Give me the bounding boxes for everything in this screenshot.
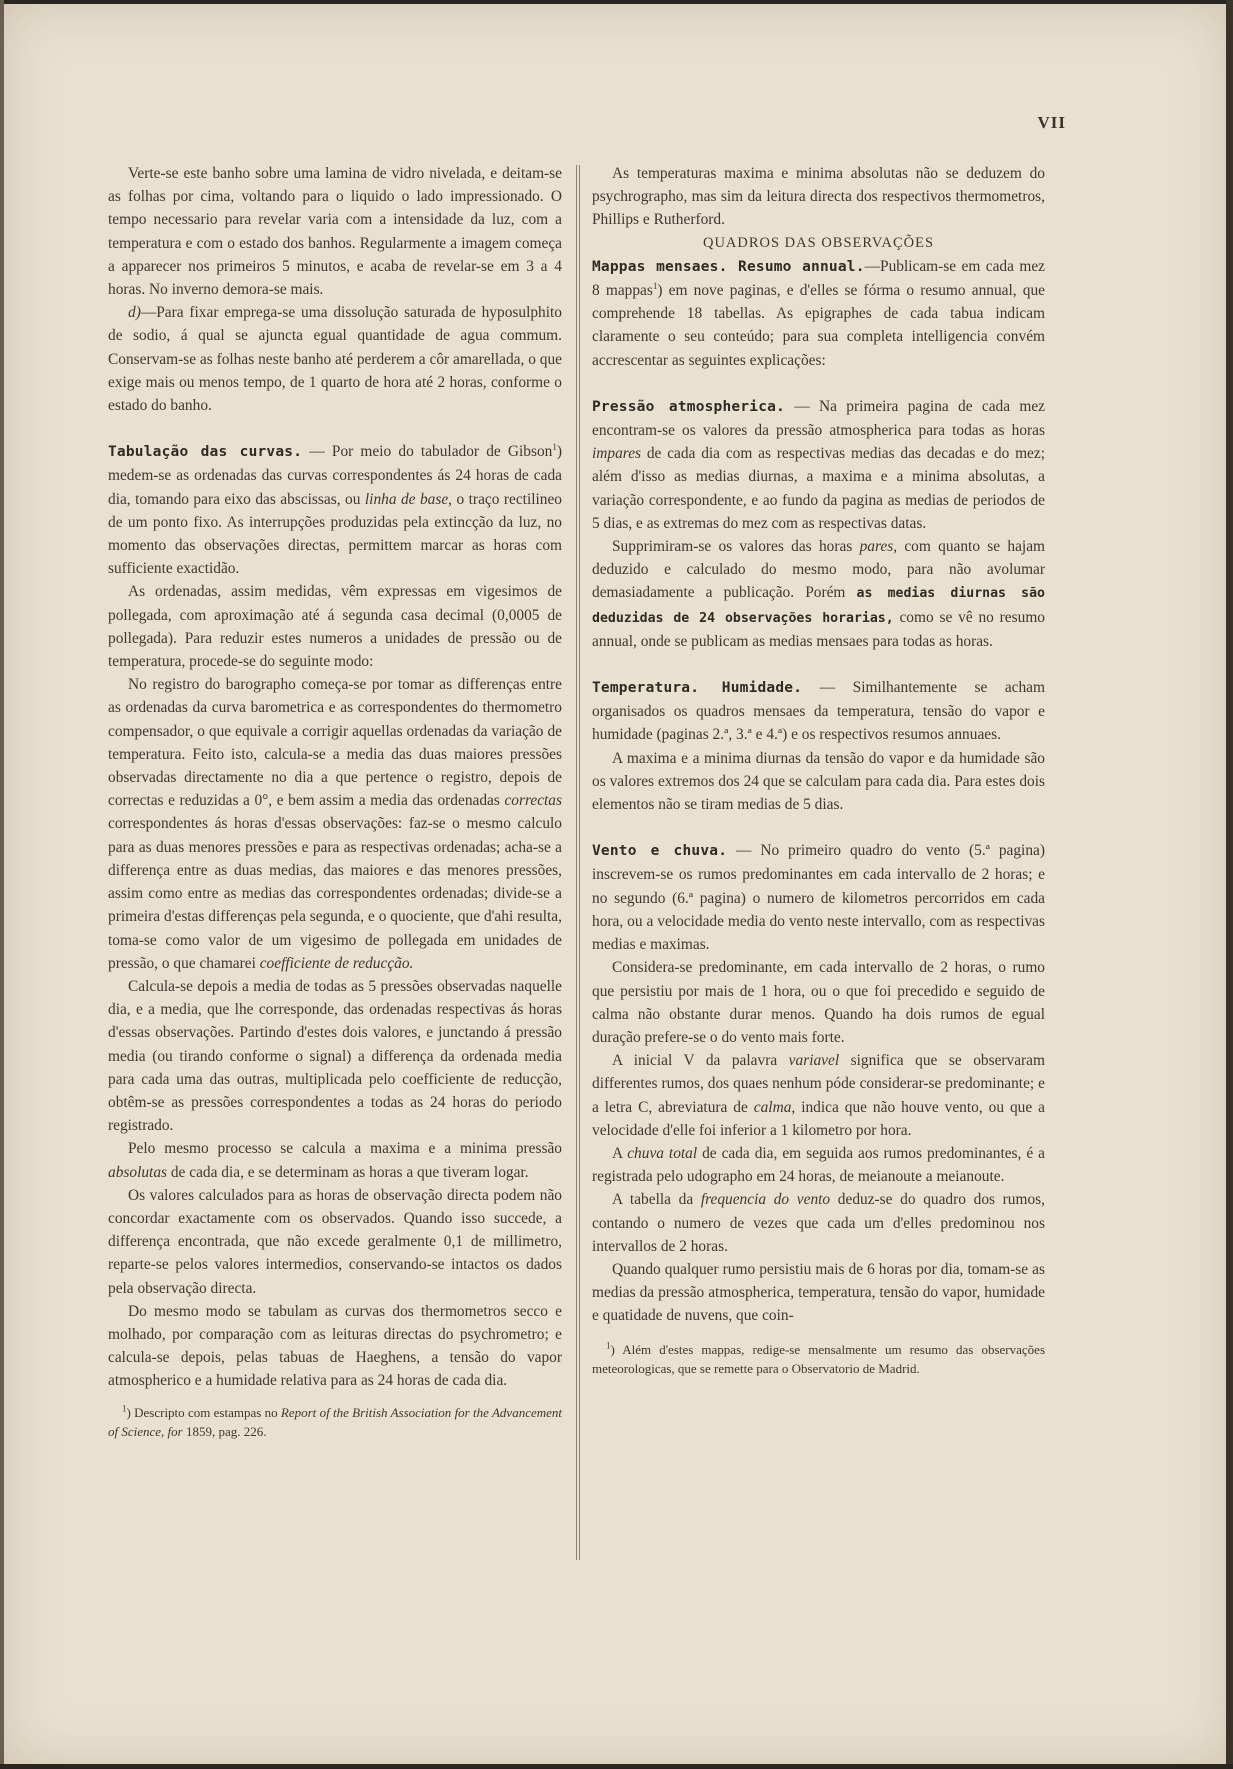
left-column [108, 162, 562, 1441]
column-rule [576, 165, 577, 1560]
footnote: $^1$) Descripto com estampas no Report of the British Association for the Advancement of Science, for 1859, pag. 226. [108, 1403, 562, 1439]
paragraph: A tabella da frequencia do vento deduz-se do quadro dos rumos, contando o numero de vezes que cada um d'elles predominou nos intervallos de 2 horas. [592, 1191, 1045, 1255]
footnote: $^1$) Além d'estes mappas, redige-se mensalmente um resumo das observações meteorologicas, que se remette para o Observatorio de Madrid. [592, 1340, 1045, 1376]
column-rule [579, 165, 580, 1560]
paragraph: As ordenadas, assim medidas, vêm expressas em vigesimos de pollegada, com aproximação até á segunda casa decimal (0,0005 de pollegada). Para reduzir estes numeros a unidades de pressão ou de temperatura, procede-se do seguinte modo: [108, 583, 562, 671]
scan-edge-right [1226, 0, 1233, 1769]
item-label: d) [128, 304, 141, 322]
paragraph: Do mesmo modo se tabulam as curvas dos thermometros secco e molhado, por comparação com as leituras directas do psychrometro; e calcula-se depois, pelas tabuas de Haeghens, a tensão do vapor atmospherico e a humidade relativa para as 24 horas de cada dia. [108, 1302, 562, 1390]
section-heading: Pressão atmospherica. [592, 398, 785, 415]
paragraph: A chuva total de cada dia, em seguida aos rumos predominantes, é a registrada pelo udographo em 24 horas, de meianoute a meianoute. [592, 1144, 1045, 1186]
paragraph: A maxima e a minima diurnas da tensão do vapor e da humidade são os valores extremos dos 24 que se calculam para cada dia. Para estes dois elementos não se tiram medias de 5 dias. [592, 749, 1045, 814]
paragraph: Calcula-se depois a media de todas as 5 pressões observadas naquelle dia, e a media, que lhe corresponde, das ordenadas respectivas ás horas d'essas observações. Partindo d'estes dois valores, e junctando á pressão media (ou tirando conforme o signal) a differença da ordenada media para cada uma das outras, multiplicada pelo coefficiente de reducção, obtêm-se as pressões correspondentes a todas as 24 horas do periodo registrado. [108, 977, 562, 1135]
scan-edge-top [0, 0, 1233, 4]
footnote-ref: 1 [652, 280, 658, 291]
paragraph: A inicial V da palavra variavel significa que se observaram differentes rumos, dos quaes nenhum póde considerar-se predominante; e a letra C, abreviatura de calma, indica que não houve vento, ou que a velocidade d'elle foi inferior a 1 kilometro por hora. [592, 1052, 1045, 1139]
section-paragraph: Tabulação das curvas. — Por meio do tabulador de Gibson$^1$) medem-se as ordenadas das curvas correspondentes ás 24 horas de cada dia, tomando para eixo das abscissas, ou linha de base, o traço rectilineo de um ponto fixo. As interrupções produzidas pela extincção da luz, no momento das observações directas, permittem marcar as horas com sufficiente exactidão. [108, 442, 563, 578]
paragraph: Quando qualquer rumo persistiu mais de 6 horas por dia, tomam-se as medias da pressão atmospherica, temperatura, tensão do vapor, humidade e quatidade de nuvens, que coin- [592, 1260, 1045, 1325]
section-heading: Temperatura. Humidade. [592, 680, 803, 697]
section-heading: Tabulação das curvas. [108, 444, 303, 461]
paragraph: Supprimiram-se os valores das horas pares, com quanto se hajam deduzido e calculado do mesmo modo, para não avolumar demasiadamente a publicação. Porém as medias diurnas são deduzidas de 24 observações horarias, como se vê no resumo annual, onde se publicam as medias mensaes para todas as horas. [592, 538, 1046, 650]
right-column [592, 162, 1045, 1378]
paragraph: Considera-se predominante, em cada intervallo de 2 horas, o rumo que persistiu por mais de 1 hora, ou o que foi precedido e seguido de calma não obstante durar menos. Quando ha dois rumos de egual duração prefere-se o do vento mais forte. [592, 959, 1045, 1046]
paragraph: Pelo mesmo processo se calcula a maxima e a minima pressão absolutas de cada dia, e se determinam as horas a que tiveram logar. [108, 1140, 562, 1181]
section-heading: Vento e chuva. [592, 843, 728, 860]
paragraph: As temperaturas maxima e minima absolutas não se deduzem do psychrographo, mas sim da leitura directa dos respectivos thermometros, Phillips e Rutherford. [592, 165, 1045, 229]
paragraph: No registro do barographo começa-se por tomar as differenças entre as ordenadas da curva barometrica e as correspondentes do thermometro compensador, o que equivale a corrigir aquellas ordenadas da variação de temperatura. Feito isto, calcula-se a media das duas maiores pressões observadas directamente no dia a que pertence o registro, depois de correctas e reduzidas a 0°, e bem assim a media das ordenadas correctas correspondentes ás horas d'essas observações: faz-se o mesmo calculo para as duas menores pressões e para as respectivas ordenadas; acha-se a differença entre as duas medias, das maiores e das menores pressões, assim como entre as medias das correspondentes ordenadas; divide-se a primeira d'estas differenças pela segunda, e o quociente, que d'ahi resulta, toma-se como valor de um vigesimo de pollegada em unidades de pressão, o que chamarei coefficiente de reducção. [108, 676, 562, 972]
section-paragraph: Mappas mensaes. Resumo annual.—Publicam-se em cada mez 8 mappas$^1$) em nove paginas, e d'elles se fórma o resumo annual, que comprehende 18 tabellas. As epigraphes de cada tabua indicam claramente o seu conteúdo; para sua completa intelligencia convém accrescentar as seguintes explicações: [592, 257, 1045, 369]
section-title: QUADROS DAS OBSERVAÇÕES [702, 234, 935, 251]
paragraph: d)—Para fixar emprega-se uma dissolução saturada de hyposulphito de sodio, á qual se ajuncta egual quantidade de agua commum. Conservam-se as folhas neste banho até perderem a côr amarellada, o que exige mais ou menos tempo, de 1 quarto de hora até 2 horas, conforme o estado do banho. [108, 304, 562, 415]
section-paragraph: Pressão atmospherica. — Na primeira pagina de cada mez encontram-se os valores da pressão atmospherica para todas as horas impares de cada dia com as respectivas medias das decadas e do mez; além d'isso as medias diurnas, a maxima e a minima absolutas, a variação correspondente, e ao fundo da pagina as medias de periodos de 5 dias, e as extremas do mez com as respectivas datas. [592, 397, 1046, 532]
footnote-ref: 1 [552, 442, 557, 453]
section-paragraph: Vento e chuva. — No primeiro quadro do vento (5.ª pagina) inscrevem-se os rumos predominantes em cada intervallo de 2 horas; e no segundo (6.ª pagina) o numero de kilometros percorridos em cada hora, ou a velocidade media do vento neste intervallo, com as respectivas medias e maximas. [592, 842, 1045, 954]
paragraph: Verte-se este banho sobre uma lamina de vidro nivelada, e deitam-se as folhas por cima, voltando para o liquido o lado impressionado. O tempo necessario para revelar varia com a intensidade da luz, com a temperatura e com o estado dos banhos. Regularmente a imagem começa a apparecer nos primeiros 5 minutos, e acaba de revelar-se em 3 a 4 horas. No inverno demora-se mais. [108, 165, 562, 299]
section-paragraph: Temperatura. Humidade. — Similhantemente se acham organisados os quadros mensaes da temperatura, tensão do vapor e humidade (paginas 2.ª, 3.ª e 4.ª) e os respectivos resumos annuaes. [592, 679, 1045, 744]
section-heading: Mappas mensaes. Resumo annual. [592, 258, 865, 275]
scan-edge-bottom [0, 1764, 1233, 1769]
page-number: VII [1037, 113, 1066, 132]
scan-edge-left [0, 0, 4, 1769]
paragraph: Os valores calculados para as horas de observação directa podem não concordar exactamente com os observados. Quando isso succede, a differença encontrada, que não excede geralmente 0,1 de millimetro, reparte-se pelos valores intermedios, conservando-se intactos os dados pela observação directa. [108, 1186, 562, 1297]
